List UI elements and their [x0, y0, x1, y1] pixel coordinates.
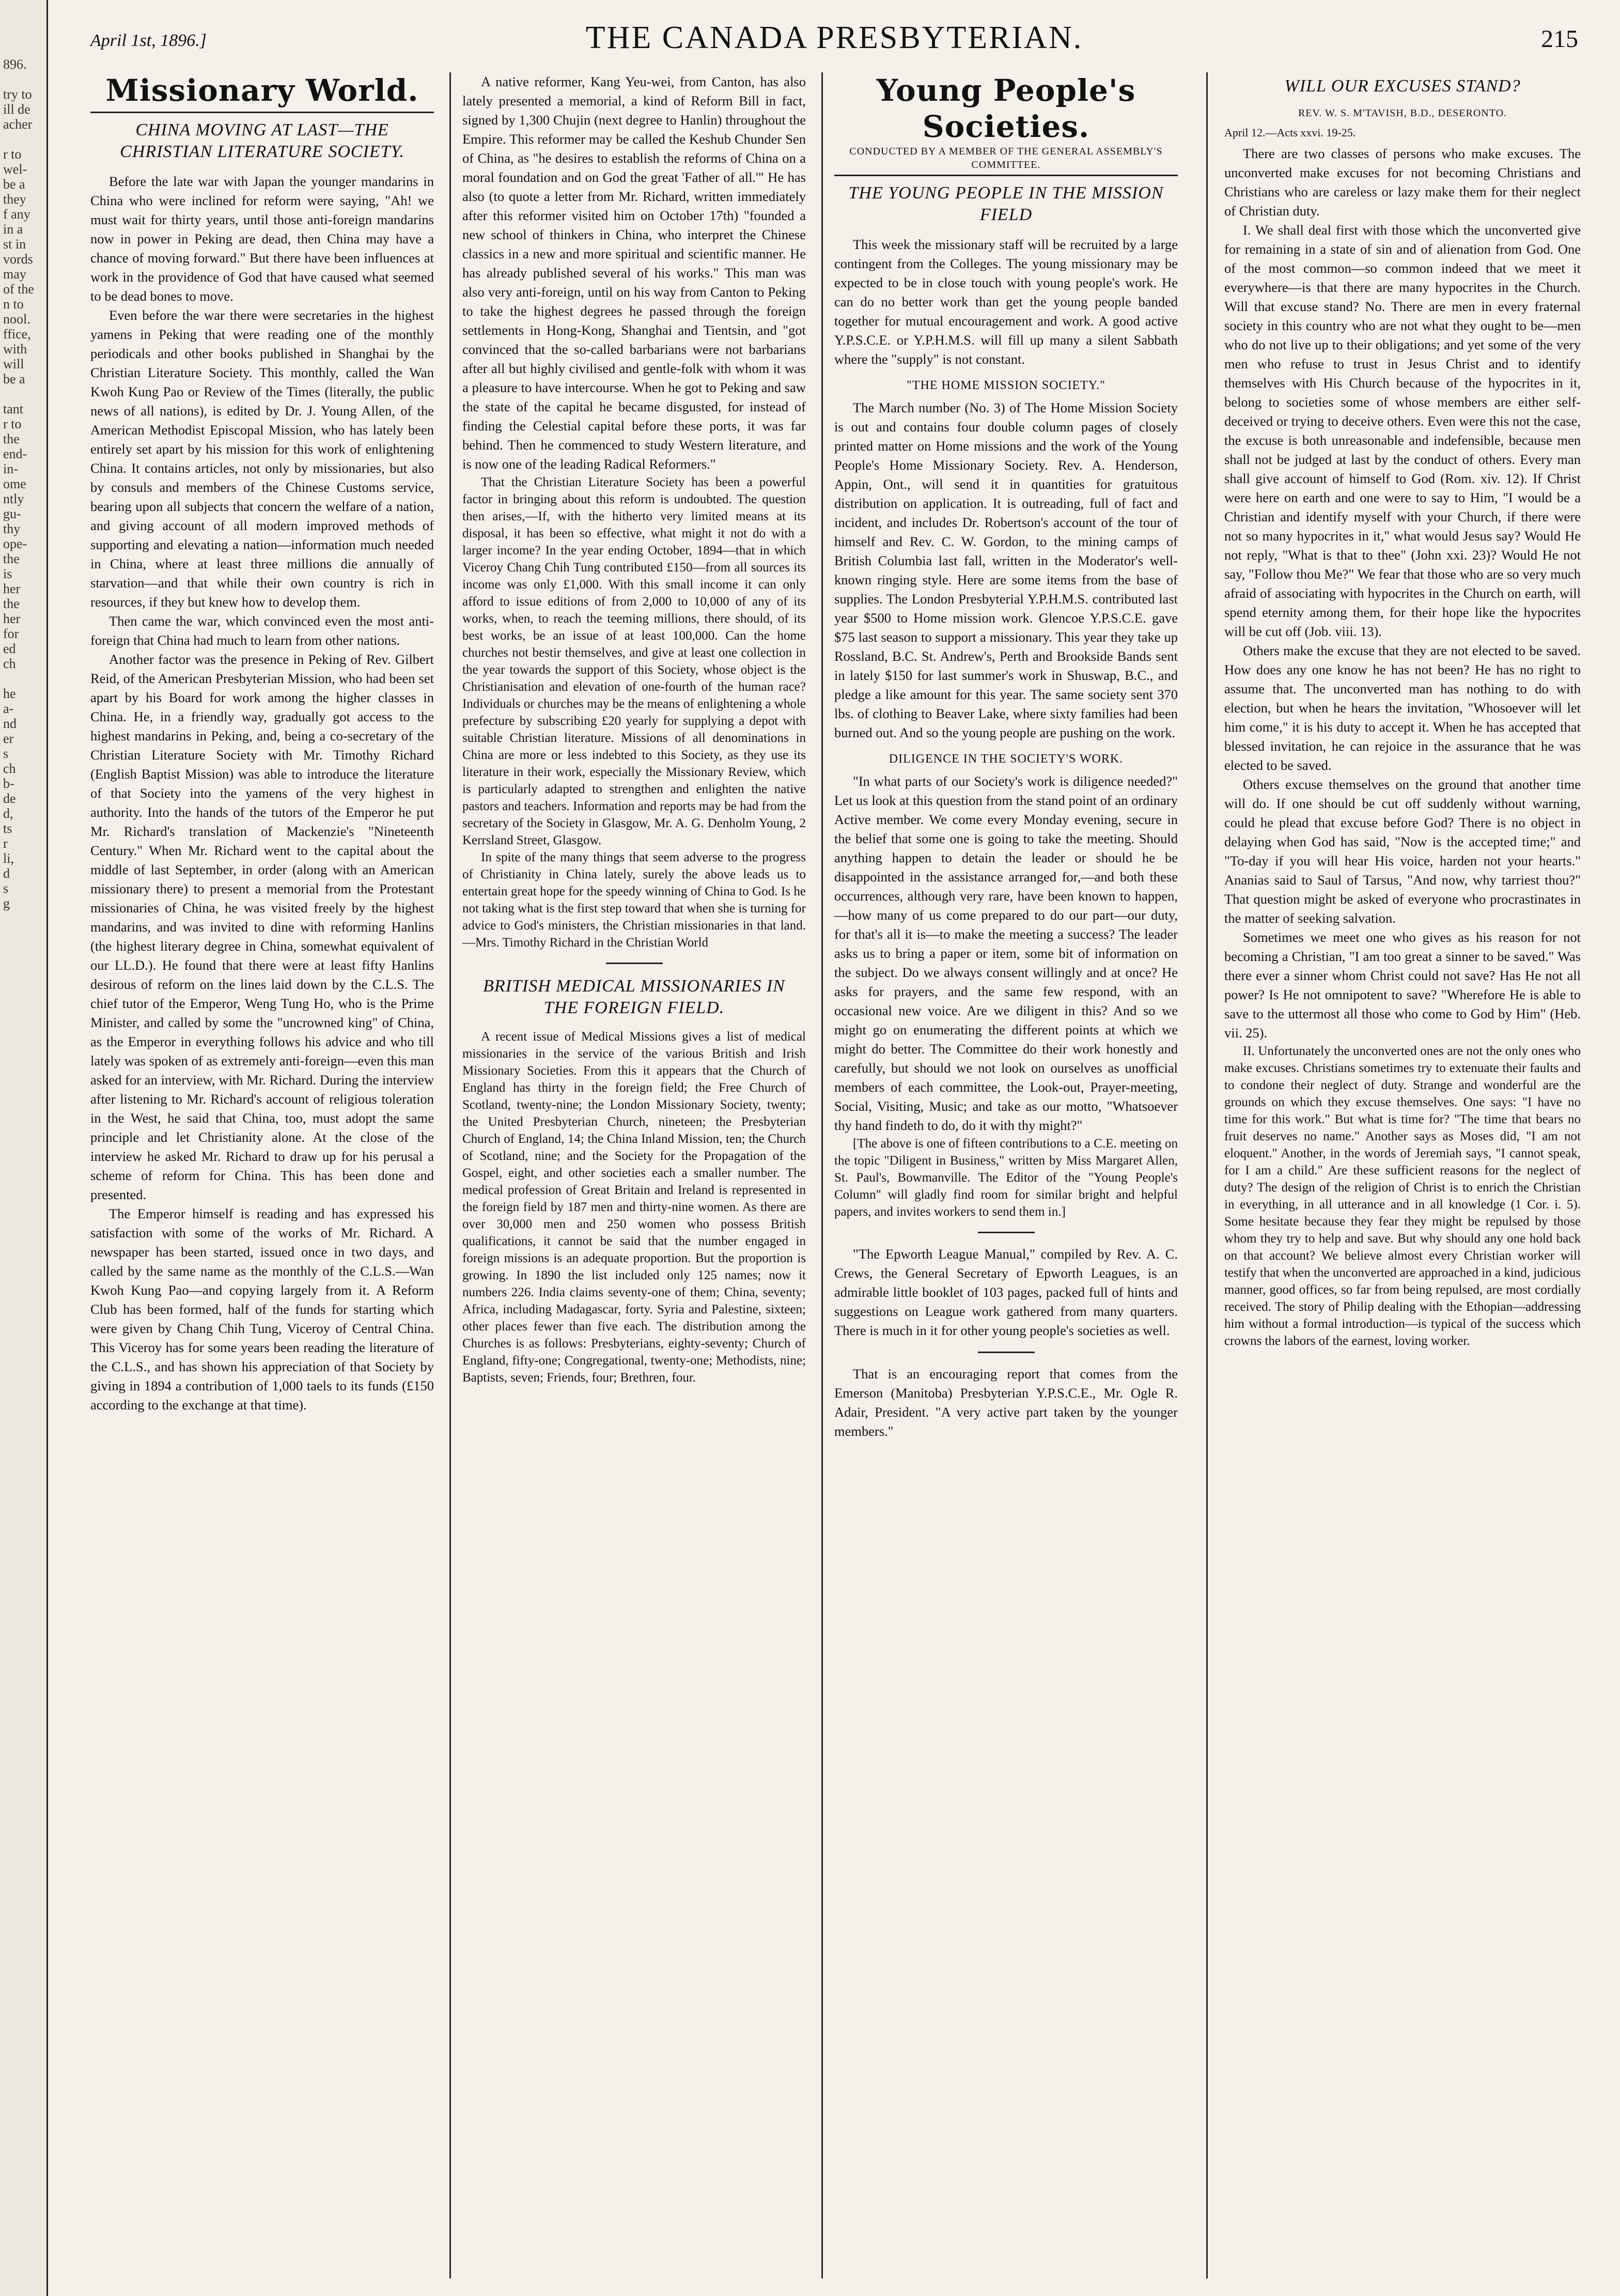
paragraph: II. Unfortunately the unconverted ones are not the only ones who make excuses. Christians sometimes try to extenuate their faults and to condone their neglect of duty. Strange and wonderful are the grounds on which they excuse themselves. One says: "I have no time for this work." But what is time for? "The time that bears no fruit deserves no name." Another says as Moses did, "I am not eloquent." Another, in the words of Jeremiah says, "I cannot speak, for I am a child." Are these sufficient reasons for the neglect of duty? The design of the religion of Christ is to enrich the Christian in everything, in all utterance and in all knowledge (1 Cor. i. 5). Some hesitate because they fear they might be repulsed by those whom they try to help and save. But why should any one hold back on that account? We believe almost every Christian worker will testify that when the unconverted are approached in a kind, judicious manner, good offices, so far from being repulsed, are most cordially received. The story of Philip dealing with the Ethopian—addressing him without a formal introduction—is typical of the success which crowns the labors of the earnest, loving worker. — [1224, 1044, 1581, 1348]
subheading: "THE HOME MISSION SOCIETY." — [907, 379, 1105, 392]
paragraph: Others excuse themselves on the ground that another time will do. If one should be cut off suddenly without warning, could he plead that excuse before God? There is no object in delaying when God has said, "Now is the accepted time;" and "To-day if you will hear His voice, harden not your hearts." Ananias said to Saul of Tarsus, "And now, why tarriest thou?" That question might be asked of everyone who procrastinates in the matter of seeking salvation. — [1224, 777, 1581, 926]
paragraph: Another factor was the presence in Peking of Rev. Gilbert Reid, of the American Presbyterian Mission, who had been set apart by his Board for work among the higher classes in China. He, in a friendly way, gradually got access to the highest mandarins in Peking, and, being a co-secretary of the Christian Literature Society with Mr. Timothy Richard (English Baptist Mission) was able to introduce the literature of that Society into the yamens of the very highest in authority. Into the hands of the tutors of the Emperor he put Mr. Richard's translation of Mackenzie's "Nineteenth Century." When Mr. Richard went to the capital about the middle of last September, in order (along with an American missionary there) to present a memorial from the Protestant missionaries of China, he was visited freely by the highest mandarins, and was invited to dine with reforming Hanlins (the highest literary degree in China, somewhat equivalent of our LL.D.). He found that there were at least fifty Hanlins desirous of reform on the lines laid down by the C.L.S. The chief tutor of the Emperor, Weng Tung Ho, who is the Prime Minister, and called by some the "uncrowned king" of China, as the Emperor in everything follows his advice and who till lately was spoken of as extremely anti-foreign—even this man asked for an interview, with Mr. Richard. During the interview after listening to Mr. Richard's account of religious toleration in the West, he said that China, too, must adopt the same principle and let Christianity alone. At the close of the interview he asked Mr. Richard to draw up for his perusal a scheme of reform for China. This has been done and presented. — [90, 651, 434, 1202]
divider — [606, 963, 663, 964]
paragraph: There are two classes of persons who make excuses. The unconverted make excuses for not becoming Christians and Christians who are careless or lazy make them for their neglect of Christian duty. — [1224, 146, 1581, 219]
article-title: WILL OUR EXCUSES STAND? — [1284, 76, 1521, 96]
column-4 — [1224, 72, 1581, 2278]
article-title: THE YOUNG PEOPLE IN THE MISSION FIELD — [848, 183, 1164, 224]
paragraph: Before the late war with Japan the younger mandarins in China who were inclined for reform were saying, "Ah! we must wait for thirty years, until those anti-foreign mandarins now in power in Peking are dead, then China may have a chance of moving forward." But there have been influences at work in the providence of God that have caused what seemed to be dead bones to move. — [90, 174, 434, 304]
column-2 — [462, 72, 806, 2278]
editor-note: [The above is one of fifteen contributions to a C.E. meeting on the topic "Diligent in Business," written by Miss Margaret Allen, St. Paul's, Bowmanville. The Editor of the "Young People's Column" will gladly find room for similar bright and helpful papers, and invites workers to send them in.] — [834, 1137, 1178, 1219]
subheading: DILIGENCE IN THE SOCIETY'S WORK. — [889, 752, 1124, 766]
paragraph: Even before the war there were secretaries in the highest yamens in Peking that were reading one of the monthly periodicals and other books published in Shanghai by the Christian Literature Society. This monthly, called the Wan Kwoh Kung Pao or Review of the Times (literally, the public news of all nations), is edited by Dr. J. Young Allen, of the American Methodist Episcopal Mission, who has lately been entirely set apart by his mission for this work of enlightening China. It contains articles, not only by missionaries, but also by consuls and members of the Chinese Customs service, bearing upon all subjects that concern the welfare of a nation, and giving account of all modern improved methods of supporting and elevating a nation—information much needed in China, where at least three millions die annually of starvation—and that while their own country is rich in resources, if they but knew how to develop them. — [90, 307, 434, 610]
paragraph: That is an encouraging report that comes from the Emerson (Manitoba) Presbyterian Y.P.S.C.E., Mr. Ogle R. Adair, President. "A very active part taken by the younger members." — [834, 1366, 1178, 1439]
section-subtitle: CONDUCTED BY A MEMBER OF THE GENERAL ASSEMBLY'S COMMITTEE. — [849, 146, 1163, 170]
article-title: BRITISH MEDICAL MISSIONARIES IN THE FOREIGN FIELD. — [483, 976, 785, 1017]
paragraph: That the Christian Literature Society has been a powerful factor in bringing about this reform is undoubted. The question then arises,—If, with the hitherto very limited means at its disposal, it has been so effective, what might it not do with a larger income? In the year ending October, 1894—that in which Viceroy Chang Chih Tung contributed £150—from all sources its income was only £1,000. With this small income it can only afford to issue editions of from 2,000 to 10,000 of any of its works, when, to reach the teeming millions, there should, of its best works, be an issue of at least 100,000. Can the home churches not bestir themselves, and give at least one collection in the year towards the support of this Society, whose object is the Christianisation and elevation of one-fourth of the human race? Individuals or churches may be the means of enlightening a whole prefecture by subscribing £20 yearly for supplying a depot with suitable Christian literature. Missions of all denominations in China are more or less indebted to this Society, as they use its literature in their work, especially the Missionary Review, which is particularly adapted to strengthen and enlighten the native pastors and teachers. Information and reports may be had from the secretary of the Society in Glasgow, Mr. A. G. Denholm Young, 2 Kerrsland Street, Glasgow. — [462, 475, 806, 847]
left-margin-strip — [0, 0, 48, 2296]
issue-date: April 1st, 1896.] — [90, 31, 207, 50]
paragraph: This week the missionary staff will be recruited by a large contingent from the Colleges. The young missionary may be expected to be in close touch with young people's work. He can do no better work than get the young people banded together for mutual encouragement and work. A good active Y.P.S.C.E. or Y.P.H.M.S. will fill up many a silent Sabbath where the "supply" is not constant. — [834, 237, 1178, 367]
paragraph: The March number (No. 3) of The Home Mission Society is out and contains four double column pages of closely printed matter on Home missions and the work of the Young People's Home Missionary Society. Rev. A. Henderson, Appin, Ont., will send it in quantities for gratuitous distribution on application. It is outreading, full of fact and incident, and includes Dr. Robertson's account of the tour of himself and Rev. C. W. Gordon, to the mining camps of British Columbia last fall, written in the Moderator's well-known ringing style. Here are some items from the base of supplies. The London Presbyterial Y.P.H.M.S. contributed last year $500 to Home mission work. Glencoe Y.P.S.C.E. gave $75 last season to support a missionary. This year they take up Rossland, B.C. St. Andrew's, Perth and Brookside Bands sent in lately $150 for last summer's work in Shuswap, B.C., and pledge a like amount for this year. The same society sent 370 lbs. of clothing to Beaver Lake, where sixty families had been burned out. And so the young people are pushing on the work. — [834, 400, 1178, 740]
margin-text: 896. try to ill de acher r to wel- be a they f any in a st in vords may of the n to nool. ffice, with will be a tant r to the end- in- ome ntly gu- thy ope- the is her the her for ed ch he a- nd er s ch b- de d, ts r li, d s g — [3, 57, 34, 911]
article-title: CHINA MOVING AT LAST—THE CHRISTIAN LITERATURE SOCIETY. — [120, 120, 404, 161]
page-header — [90, 15, 1578, 62]
divider — [90, 112, 434, 113]
byline: REV. W. S. M'TAVISH, B.D., DESERONTO. — [1298, 107, 1507, 119]
paragraph: A native reformer, Kang Yeu-wei, from Canton, has also lately presented a memorial, a kind of Reform Bill in fact, signed by 1,300 Chujin (next degree to Hanlin) throughout the Empire. This reformer may be called the Keshub Chunder Sen of China, as "he desires to establish the reforms of China on a moral foundation and on God the great 'Father of all.'" He has also (to quote a letter from Mr. Richard, written immediately after this reformer visited him on October 17th) "founded a new school of thinkers in China, who interpret the Chinese classics in a new and more spiritual and scientific manner. He has already published several of his works." This man was also very anti-foreign, until on his way from Canton to Peking to take the highest degrees he passed through the foreign settlements in Hong-Kong, Shanghai and Tientsin, and "got convinced that the so-called barbarians were not barbarians after all but highly civilised and gentle-folk with whom it was a pleasure to have intercourse. When he got to Peking and saw the state of the capital he became disgusted, for instead of finding the Celestial capital before these ports, it was far behind. Then he commenced to study Western literature, and is now one of the leading Radical Reformers." — [462, 74, 806, 472]
paragraph: In spite of the many things that seem adverse to the progress of Christianity in China lately, surely the above leads us to entertain great hope for the speedy winning of China to God. Is he not taking what is the first step toward that when she is turning for advice to God's ministers, the Christian missionaries in that land.—Mrs. Timothy Richard in the Christian World — [462, 850, 806, 950]
paragraph: I. We shall deal first with those which the unconverted give for remaining in a state of sin and of alienation from God. One of the most common—so common indeed that we meet it everywhere—is that there are many hypocrites in the Church. Will that excuse stand? No. There are men in every fraternal society in this country who are not what they ought to be—men who do not live up to their obligations; and yet some of the very men who refuse to trust in Jesus Christ and to identify themselves with His Church because of the hypocrites in it, belong to societies some of whose members are either self-deceived or trying to deceive others. Even were this not the case, the excuse is both unreasonable and indefensible, because men shall not be judged at last by the conduct of others. Every man shall give account of himself to God (Rom. xiv. 12). If Christ were here on earth and one were to say to Him, "I would be a Christian and identify myself with your Church, if there were not so many hypocrites in it," what would Jesus say? Would He not reply, "What is that to thee" (John xxi. 23)? Would He not say, "Follow thou Me?" We fear that those who are so very much afraid of associating with hypocrites in the Church on earth, will spend eternity among them, for their hope like the hypocrites will be cut off (Job. viii. 13). — [1224, 222, 1581, 639]
newspaper-title: THE CANADA PRESBYTERIAN. — [585, 20, 1083, 55]
column-rule — [449, 72, 451, 2278]
paragraph: "In what parts of our Society's work is diligence needed?" Let us look at this question from the stand point of an ordinary Active member. We come every Monday evening, secure in the belief that some one is going to take the meeting. Should anything happen to detain the leader or should he be disappointed in the assistance arranged for,—and both these occurrences, although very rare, have been known to happen,—how many of us come prepared to do our part—our duty, for that's all it is—to make the meeting a success? The leader asks us to bring a paper or item, some bit of information on the subject. Do we always consent willingly and at once? He asks for prayers, and the same few respond, with an occasional new voice. Are we diligent in this? And so we might go on enumerating the different points at which we might do better. The Committee do their work honestly and carefully, but should we not look on ourselves as unofficial members of each committee, the Look-out, Prayer-meeting, Social, Visiting, Music; and take as our motto, "Whatsoever thy hand findeth to do, do it with thy might?" — [834, 773, 1178, 1133]
paragraph: Then came the war, which convinced even the most anti-foreign that China had much to learn from other nations. — [90, 613, 434, 648]
column-1 — [90, 72, 434, 2278]
scripture-reference: April 12.—Acts xxvi. 19-25. — [1224, 126, 1356, 139]
section-title-missionary-world: Missionary World. — [105, 73, 419, 108]
column-3 — [834, 72, 1178, 2278]
divider — [834, 175, 1178, 176]
column-rule — [1206, 72, 1208, 2278]
section-title-young-peoples-societies: Young People's Societies. — [876, 73, 1136, 144]
divider — [978, 1352, 1035, 1353]
column-rule — [821, 72, 823, 2278]
paragraph: Sometimes we meet one who gives as his reason for not becoming a Christian, "I am too great a sinner to be saved." Was there ever a sinner whom Christ could not save? Has He not all power? Is He not omnipotent to save? "Wherefore He is able to save to the uttermost all those who come to God by Him" (Heb. vii. 25). — [1224, 929, 1581, 1041]
paragraph: "The Epworth League Manual," compiled by Rev. A. C. Crews, the General Secretary of Epworth Leagues, is an admirable little booklet of 103 pages, packed full of hints and suggestions on League work gathered from many quarters. There is much in it for other young people's societies as well. — [834, 1246, 1178, 1338]
paragraph: Others make the excuse that they are not elected to be saved. How does any one know he has not been? He has no right to assume that. The unconverted man has nothing to do with election, but when he hears the invitation, "Whosoever will let him come," it is his duty to accept it. When he has accepted that blessed invitation, he can rejoice in the assurance that he was elected to be saved. — [1224, 643, 1581, 773]
paragraph: A recent issue of Medical Missions gives a list of medical missionaries in the service of the various British and Irish Missionary Societies. From this it appears that the Church of England has thirty in the foreign field; the Free Church of Scotland, twenty-nine; the London Missionary Society, twenty; the United Presbyterian Church, nineteen; the Presbyterian Church of England, 14; the China Inland Mission, ten; the Church of Scotland, nine; and the Society for the Propagation of the Gospel, eight, and other societies each a smaller number. The medical profession of Great Britain and Ireland is represented in the foreign field by 187 men and thirty-nine women. As there are over 30,000 men and 250 women who possess British qualifications, it cannot be said that the number engaged in foreign missions is an adequate proportion. But the proportion is growing. In 1890 the list included only 125 names; now it numbers 226. India claims seventy-one of them; China, seventy; Africa, including Madagascar, forty. Syria and Palestine, sixteen; other places fewer than five each. The distribution among the Churches is as follows: Presbyterians, eighty-seventy; Church of England, fifty-one; Congregational, twenty-one; Methodists, nine; Baptists, seven; Friends, four; Brethren, four. — [462, 1030, 806, 1385]
paragraph: The Emperor himself is reading and has expressed his satisfaction with some of the works of Mr. Richard. A newspaper has been started, issued once in two days, and called by the same name as the monthly of the C.L.S.—Wan Kwoh Kung Pao—and copying largely from it. A Reform Club has been formed, half of the funds for starting which were given by Chang Chih Tung, Viceroy of Central China. This Viceroy has for some years been reading the literature of the C.L.S., and has shown his appreciation of that Society by giving in 1894 a contribution of 1,000 taels to its funds (£150 according to the exchange at that time). — [90, 1206, 434, 1413]
divider — [978, 1232, 1035, 1233]
page-number: 215 — [1541, 25, 1578, 53]
